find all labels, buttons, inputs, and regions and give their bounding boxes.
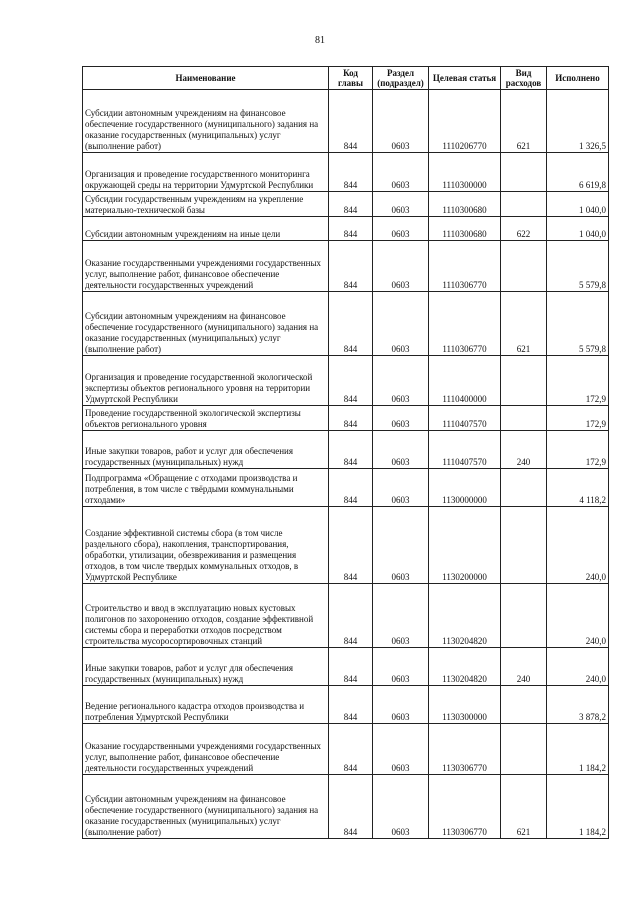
- row-code: 844: [329, 469, 373, 507]
- row-code: 844: [329, 90, 373, 153]
- row-target: 1110306770: [429, 292, 501, 356]
- row-name: Иные закупки товаров, работ и услуг для обеспечения государственных (муниципальных) нужд: [83, 431, 329, 469]
- header-section: Раздел (подраздел): [373, 67, 429, 90]
- row-code: 844: [329, 648, 373, 686]
- row-section: 0603: [373, 584, 429, 648]
- row-name: Строительство и ввод в эксплуатацию новых кустовых полигонов по захоронению отходов, создание эффективной системы сбора и переработки отходов посредством строительства мусоросортировочных станций: [83, 584, 329, 648]
- row-name: Оказание государственными учреждениями государственных услуг, выполнение работ, финансовое обеспечение деятельности государственных учреждений: [83, 724, 329, 775]
- row-done: 172,9: [547, 431, 609, 469]
- table-row: [83, 724, 609, 775]
- row-section: 0603: [373, 292, 429, 356]
- table-row: [83, 648, 609, 686]
- row-done: 240,0: [547, 584, 609, 648]
- row-name: Подпрограмма «Обращение с отходами производства и потребления, в том числе с твёрдыми коммунальными отходами»: [83, 469, 329, 507]
- row-code: 844: [329, 775, 373, 839]
- row-done: 240,0: [547, 648, 609, 686]
- row-section: 0603: [373, 775, 429, 839]
- row-kind: [501, 153, 547, 192]
- row-target: 1130300000: [429, 686, 501, 724]
- row-section: 0603: [373, 724, 429, 775]
- row-kind: 622: [501, 217, 547, 241]
- table-row: [83, 406, 609, 431]
- table-row: [83, 356, 609, 406]
- table-row: [83, 241, 609, 292]
- header-code: Код главы: [329, 67, 373, 90]
- row-code: 844: [329, 724, 373, 775]
- row-section: 0603: [373, 90, 429, 153]
- row-name: Иные закупки товаров, работ и услуг для обеспечения государственных (муниципальных) нужд: [83, 648, 329, 686]
- row-done: 1 040,0: [547, 192, 609, 217]
- row-target: 1110300680: [429, 192, 501, 217]
- row-kind: [501, 406, 547, 431]
- row-kind: [501, 724, 547, 775]
- row-code: 844: [329, 153, 373, 192]
- row-target: 1110206770: [429, 90, 501, 153]
- row-code: 844: [329, 431, 373, 469]
- table-row: [83, 292, 609, 356]
- row-kind: [501, 192, 547, 217]
- row-done: 4 118,2: [547, 469, 609, 507]
- row-code: 844: [329, 406, 373, 431]
- row-done: 3 878,2: [547, 686, 609, 724]
- row-target: 1130000000: [429, 469, 501, 507]
- table-row: [83, 153, 609, 192]
- row-done: 172,9: [547, 356, 609, 406]
- row-code: 844: [329, 292, 373, 356]
- row-kind: [501, 507, 547, 584]
- row-done: 240,0: [547, 507, 609, 584]
- row-name: Проведение государственной экологической экспертизы объектов регионального уровня: [83, 406, 329, 431]
- table-header-row: [83, 67, 609, 90]
- row-done: 1 184,2: [547, 775, 609, 839]
- row-code: 844: [329, 356, 373, 406]
- row-code: 844: [329, 507, 373, 584]
- row-target: 1130204820: [429, 584, 501, 648]
- row-name: Оказание государственными учреждениями государственных услуг, выполнение работ, финансовое обеспечение деятельности государственных учреждений: [83, 241, 329, 292]
- table-row: [83, 90, 609, 153]
- row-section: 0603: [373, 356, 429, 406]
- row-done: 6 619,8: [547, 153, 609, 192]
- page-number: 81: [315, 35, 325, 46]
- row-section: 0603: [373, 469, 429, 507]
- row-kind: 621: [501, 292, 547, 356]
- row-name: Субсидии автономным учреждениям на финансовое обеспечение государственного (муниципального) задания на оказание государственных (муниципальных) услуг (выполнение работ): [83, 90, 329, 153]
- row-kind: 621: [501, 90, 547, 153]
- row-done: 5 579,8: [547, 241, 609, 292]
- row-name: Субсидии государственным учреждениям на укрепление материально-технической базы: [83, 192, 329, 217]
- row-kind: 621: [501, 775, 547, 839]
- row-name: Организация и проведение государственного мониторинга окружающей среды на территории Удмуртской Республики: [83, 153, 329, 192]
- row-kind: [501, 469, 547, 507]
- row-target: 1110407570: [429, 431, 501, 469]
- table-row: [83, 469, 609, 507]
- row-kind: [501, 241, 547, 292]
- row-done: 1 184,2: [547, 724, 609, 775]
- row-done: 1 326,5: [547, 90, 609, 153]
- table-row: [83, 431, 609, 469]
- row-target: 1130306770: [429, 724, 501, 775]
- row-code: 844: [329, 584, 373, 648]
- row-section: 0603: [373, 648, 429, 686]
- header-target: Целевая статья: [429, 67, 501, 90]
- table-row: [83, 584, 609, 648]
- header-done: Исполнено: [547, 67, 609, 90]
- row-section: 0603: [373, 192, 429, 217]
- row-target: 1110400000: [429, 356, 501, 406]
- row-section: 0603: [373, 431, 429, 469]
- row-target: 1110300000: [429, 153, 501, 192]
- row-target: 1130306770: [429, 775, 501, 839]
- row-code: 844: [329, 241, 373, 292]
- row-done: 1 040,0: [547, 217, 609, 241]
- row-kind: 240: [501, 648, 547, 686]
- row-kind: [501, 686, 547, 724]
- row-code: 844: [329, 686, 373, 724]
- row-kind: [501, 584, 547, 648]
- row-name: Создание эффективной системы сбора (в том числе раздельного сбора), накопления, транспортирования, обработки, утилизации, обезвреживания и размещения отходов, в том числе твердых коммунальных отходов, в Удмуртской Республике: [83, 507, 329, 584]
- row-target: 1110300680: [429, 217, 501, 241]
- header-kind: Вид расходов: [501, 67, 547, 90]
- row-kind: 240: [501, 431, 547, 469]
- table-row: [83, 217, 609, 241]
- row-target: 1110407570: [429, 406, 501, 431]
- row-done: 5 579,8: [547, 292, 609, 356]
- budget-execution-table: [82, 66, 609, 839]
- row-target: 1110306770: [429, 241, 501, 292]
- row-code: 844: [329, 217, 373, 241]
- row-section: 0603: [373, 153, 429, 192]
- row-code: 844: [329, 192, 373, 217]
- row-target: 1130200000: [429, 507, 501, 584]
- table-row: [83, 192, 609, 217]
- row-done: 172,9: [547, 406, 609, 431]
- row-name: Субсидии автономным учреждениям на финансовое обеспечение государственного (муниципального) задания на оказание государственных (муниципальных) услуг (выполнение работ): [83, 775, 329, 839]
- row-section: 0603: [373, 241, 429, 292]
- row-kind: [501, 356, 547, 406]
- table-row: [83, 507, 609, 584]
- row-name: Ведение регионального кадастра отходов производства и потребления Удмуртской Республики: [83, 686, 329, 724]
- header-name: Наименование: [83, 67, 329, 90]
- table-row: [83, 775, 609, 839]
- row-name: Субсидии автономным учреждениям на иные цели: [83, 217, 329, 241]
- row-section: 0603: [373, 217, 429, 241]
- row-name: Организация и проведение государственной экологической экспертизы объектов регионального уровня на территории Удмуртской Республики: [83, 356, 329, 406]
- row-name: Субсидии автономным учреждениям на финансовое обеспечение государственного (муниципального) задания на оказание государственных (муниципальных) услуг (выполнение работ): [83, 292, 329, 356]
- table-row: [83, 686, 609, 724]
- row-target: 1130204820: [429, 648, 501, 686]
- row-section: 0603: [373, 406, 429, 431]
- row-section: 0603: [373, 686, 429, 724]
- row-section: 0603: [373, 507, 429, 584]
